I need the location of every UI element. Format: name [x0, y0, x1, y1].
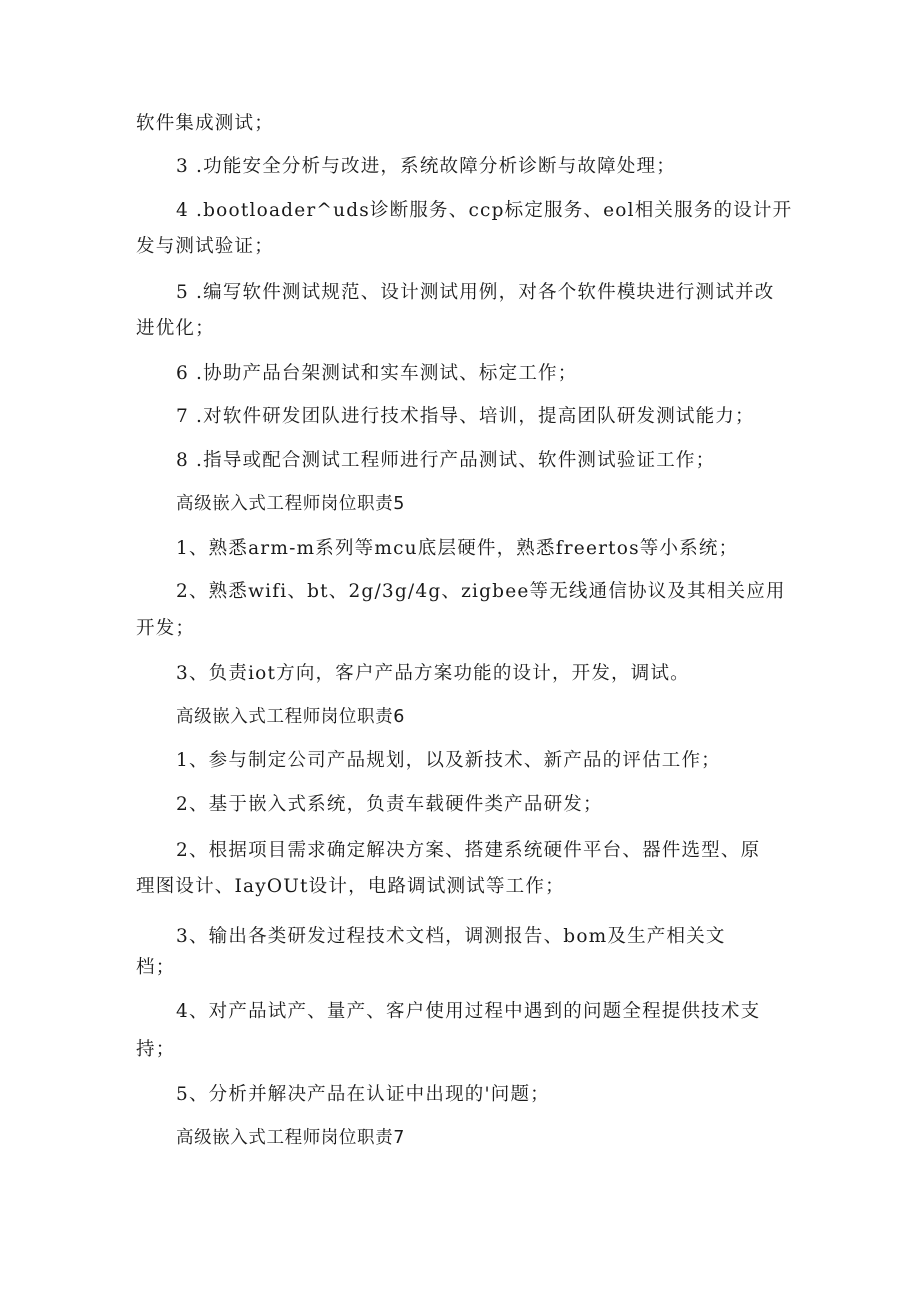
list-item-3: 3 .功能安全分析与改进，系统故障分析诊断与故障处理；: [176, 156, 676, 177]
text-line: 理图设计、IayOUt设计，电路调试测试等工作；: [136, 876, 565, 897]
text-line: 发与测试验证；: [136, 236, 274, 257]
text-line: 开发；: [136, 618, 196, 639]
list-item: 3、负责iot方向，客户产品方案功能的设计，开发，调试。: [176, 663, 690, 684]
list-item: 2、根据项目需求确定解决方案、搭建系统硬件平台、器件选型、原: [176, 840, 761, 861]
text-line: 软件集成测试；: [136, 113, 274, 134]
list-item-8: 8 .指导或配合测试工程师进行产品测试、软件测试验证工作；: [176, 450, 716, 471]
list-item-7: 7 .对软件研发团队进行技术指导、培训，提高团队研发测试能力；: [176, 406, 755, 427]
text-line: 持；: [136, 1039, 176, 1060]
section-heading-6: 高级嵌入式工程师岗位职责6: [176, 707, 405, 727]
list-item: 1、参与制定公司产品规划，以及新技术、新产品的评估工作；: [176, 750, 721, 771]
list-item-4: 4 .bootloader^uds诊断服务、ccp标定服务、eol相关服务的设计开: [176, 200, 793, 221]
list-item: 2、基于嵌入式系统，负责车载硬件类产品研发；: [176, 794, 603, 815]
list-item: 2、熟悉wifi、bt、2g/3g/4g、zigbee等无线通信协议及其相关应用: [176, 581, 786, 602]
section-heading-5: 高级嵌入式工程师岗位职责5: [176, 494, 405, 514]
list-item-5: 5 .编写软件测试规范、设计测试用例，对各个软件模块进行测试并改: [176, 282, 775, 303]
section-heading-7: 高级嵌入式工程师岗位职责7: [176, 1128, 405, 1148]
list-item: 4、对产品试产、量产、客户使用过程中遇到的问题全程提供技术支: [176, 1001, 761, 1022]
list-item: 1、熟悉arm-m系列等mcu底层硬件，熟悉freertos等小系统；: [176, 538, 739, 559]
text-line: 进优化；: [136, 318, 215, 339]
list-item: 5、分析并解决产品在认证中出现的'问题；: [176, 1084, 550, 1105]
list-item: 3、输出各类研发过程技术文档，调测报告、bom及生产相关文: [176, 926, 726, 947]
text-line: 档；: [136, 957, 176, 978]
list-item-6: 6 .协助产品台架测试和实车测试、标定工作；: [176, 363, 578, 384]
